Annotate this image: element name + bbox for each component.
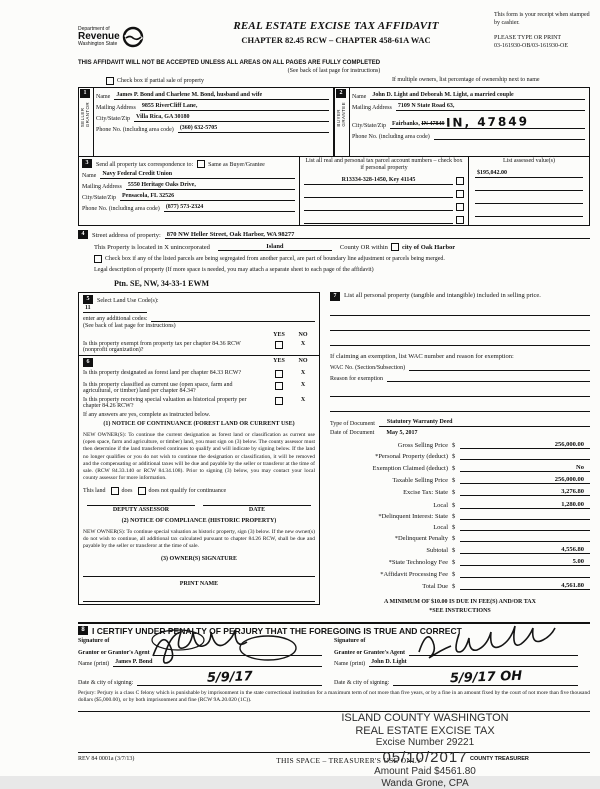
print-note: PLEASE TYPE OR PRINT [494,35,562,41]
grantor-signature-block [78,638,334,686]
currency-sign: $ [452,489,456,497]
excise-state-label: Excise Tax: State [403,489,448,497]
form-header [78,12,590,50]
currency-sign: $ [452,547,456,555]
dor-logo [78,26,178,48]
send-correspondence-label: Send all property tax correspondence to: [96,162,194,168]
buyer-phone-value [434,132,585,140]
print-name-line [83,592,315,602]
designation-section [78,356,320,605]
doc-date-value: May 5, 2017 [386,430,418,437]
minimum-fee-note: A MINIMUM OF $10.00 IS DUE IN FEE(S) AND/OR TAX [384,598,536,605]
delinq-interest-local-value [460,530,590,531]
seller-phone-value: (360) 632-5705 [178,125,329,133]
historical-yes-checkbox [275,397,283,405]
corr-address-label: Mailing Address [82,184,122,190]
grantor-signature-line [154,648,322,656]
same-as-buyer-checkbox [197,160,205,168]
section-4-number: 4 [78,230,88,239]
segregated-checkbox [94,255,102,263]
stamp-amount-paid: Amount Paid $4561.80 [374,766,476,778]
subtotal-label: Subtotal [426,547,448,555]
current-use-question: Is this property classified as current use (open space, farm and agricultural, or timber) land per chapter 84.34? [83,382,233,395]
personal-property-line-1 [330,306,590,316]
sec6-yes-header: YES [273,358,285,365]
does-not-label: does not qualify for continuance [148,488,227,495]
currency-sign: $ [452,570,456,578]
print-name-label: PRINT NAME [179,581,219,588]
completion-warning: THIS AFFIDAVIT WILL NOT BE ACCEPTED UNLESS ALL AREAS ON ALL PAGES ARE FULLY COMPLETED [78,60,381,66]
corr-address-value: 5550 Heritage Oaks Drive, [126,182,295,190]
grantor-date-value [137,670,322,686]
legal-description-value: Ptn. SE, NW, 34-33-1 EWM [114,279,210,289]
sec5-yes-header: YES [273,332,285,339]
buyer-city-value [390,114,585,129]
grantee-sig-label-2: Grantee or Grantee's Agent [334,650,406,656]
taxable-price-value: 256,000.00 [460,476,590,484]
total-due-value: 4,561.80 [460,582,590,590]
subtotal-value: 4,556.80 [460,546,590,554]
forest-no-mark: X [300,370,306,377]
current-use-no-mark: X [300,382,306,389]
grantor-name-print-label: Name (print) [78,661,110,667]
currency-sign: $ [452,512,456,520]
section-1-number: 1 [80,89,90,98]
assessed-value-4 [475,209,583,217]
gross-price-value: 256,000.00 [460,441,590,449]
grantee-name-print-label: Name (print) [334,661,366,667]
sec5-no-header: NO [298,332,308,339]
exempt-no-mark: X [300,341,306,348]
delinq-penalty-value [460,541,590,542]
taxable-price-label: Taxable Selling Price [392,477,448,485]
assessed-values-header: List assessed value(s) [503,158,555,164]
grantee-date-label: Date & city of signing: [334,680,390,686]
buyer-side-label: BUYER [336,109,341,127]
buyer-city-printed: Fairbanks, [392,121,420,127]
personal-property-line-3 [330,336,590,346]
land-use-see-back: (See back of last page for instructions) [83,323,176,330]
corr-phone-value: (877) 573-2324 [164,204,295,212]
seller-name-value: James P. Bond and Charlene M. Bond, husband and wife [114,92,329,100]
tech-fee-label: *State Technology Fee [388,559,448,567]
parcel-number-1: R13334-328-1450, Key 41145 [304,177,453,185]
parcel-number-2 [304,190,453,198]
section-3-number: 3 [82,159,92,168]
assessor-date-line: DATE [203,505,311,513]
seller-city-value: Villa Rica, GA 30180 [134,114,329,122]
street-address-value: 870 NW Heller Street, Oak Harbor, WA 98277 [165,231,590,239]
grantee-date-handwritten: 5/9/17 OH [449,668,522,687]
owners-signature-line [83,567,315,577]
buyer-address-label: Mailing Address [352,105,392,111]
receipt-note: This form is your receipt when stamped by cashier. [494,12,590,26]
treasurer-space-label: THIS SPACE – TREASURER'S USE ONLY [276,755,422,765]
current-use-yes-checkbox [275,382,283,390]
stamp-tax-title: REAL ESTATE EXCISE TAX [355,724,495,737]
currency-sign: $ [452,464,456,472]
historical-question: Is this property receiving special valuation as historical property per chapter 84.26 RCW? [83,397,247,410]
rev-number: REV 84 0001a (3/7/13) [78,755,135,762]
seller-city-label: City/State/Zip [96,116,130,122]
doc-type-value: Statutory Warranty Deed [379,419,590,427]
delinq-interest-state-label: *Delinquent Interest: State [378,512,448,520]
exemption-deduct-label: Exemption Claimed (deduct) [372,464,448,472]
seller-name-label: Name [96,94,111,100]
agency-sub: Washington State [78,41,118,48]
deputy-assessor-line: DEPUTY ASSESSOR [87,505,195,513]
buyer-zip-handwritten: IN, 47849 [445,114,530,130]
additional-codes-value [151,314,315,322]
legal-description-label: Legal description of property (If more space is needed, you may attach a separate sheet to each page of the affidavit) [94,267,374,274]
any-yes-note: If any answers are yes, complete as instructed below. [83,412,211,419]
section-5-number: 5 [83,295,93,304]
seller-block [78,87,334,157]
continuance-title: (1) NOTICE OF CONTINUANCE (FOREST LAND OR CURRENT USE) [103,421,295,428]
currency-sign: $ [452,441,456,449]
grantee-name-print-value: John D. Light [369,659,578,667]
grantee-signature-line [409,648,578,656]
currency-sign: $ [452,535,456,543]
street-address-label: Street address of property: [92,232,161,240]
does-checkbox [111,487,119,495]
processing-fee-value [460,577,590,578]
currency-sign: $ [452,559,456,567]
forest-yes-checkbox [275,370,283,378]
stamp-county: ISLAND COUNTY WASHINGTON [341,712,509,724]
parcel-numbers-header: List all real and personal tax parcel account numbers – check box if personal property [305,158,463,172]
form-title: REAL ESTATE EXCISE TAX AFFIDAVIT [233,20,439,32]
section-7-number: 7 [330,292,340,301]
seller-address-value: 9855 RiverCliff Lane, [140,103,329,111]
money-table [330,441,590,590]
perjury-statement: Perjury: Perjury is a class C felony which is punishable by imprisonment in the state correctional institution for a maximum term of not more than five years, or by a fine in an amount fixed by the court of not more than five thousand dollars ($5,000.00), or by both imprisonment and fine (RCW 9A.20.020 (1C)). [78,690,590,712]
grantor-sig-label-1: Signature of [78,637,110,644]
land-use-section [78,292,320,356]
excise-state-value: 3,276.80 [460,488,590,496]
seller-address-label: Mailing Address [96,105,136,111]
qualify-pre-label: This land [83,488,106,495]
wac-label: WAC No. (Section/Subsection) [330,365,406,372]
personal-property-checkbox-2 [456,190,464,198]
does-not-checkbox [138,487,146,495]
land-use-code-value: 11 [83,305,147,313]
excise-local-label: Local [433,501,448,509]
form-number: 03-161930-OB/03-161930-OE [494,42,568,49]
buyer-phone-label: Phone No. (including area code) [352,134,430,140]
reason-line-2 [330,387,590,397]
grantee-side-label: GRANTEE [341,102,346,127]
revenue-logo-icon [122,26,144,48]
parcel-number-3 [304,203,453,211]
form-subtitle: CHAPTER 82.45 RCW – CHAPTER 458-61A WAC [241,35,431,45]
corr-city-label: City/State/Zip [82,195,116,201]
assessed-value-3 [475,196,583,204]
currency-sign: $ [452,452,456,460]
buyer-name-label: Name [352,94,367,100]
tech-fee-value: 5.00 [460,558,590,566]
county-or-label: County OR within [339,244,388,252]
city-of-label: city of Oak Harbor [401,244,456,252]
county-treasurer-label: COUNTY TREASURER [470,755,529,762]
grantee-date-value [393,670,578,686]
parcel-number-4 [304,216,453,224]
personal-property-checkbox-1 [456,177,464,185]
grantor-side-label: GRANTOR [85,102,90,128]
currency-sign: $ [452,523,456,531]
grantor-sig-label-2: Grantor or Grantor's Agent [78,650,150,656]
section-6-number: 6 [83,358,93,367]
does-label: does [121,488,133,495]
delinq-interest-state-value [460,519,590,520]
personal-deduct-label: *Personal Property (deduct) [375,452,448,460]
corr-name-label: Name [82,173,97,179]
doc-type-label: Type of Document [330,421,375,428]
owners-signature-label: (3) OWNER(S) SIGNATURE [161,556,237,563]
assessed-value-2 [475,183,583,191]
section-8-number: 8 [78,626,88,635]
personal-property-checkbox-3 [456,203,464,211]
reason-line-3 [330,402,590,412]
see-instructions-note: *SEE INSTRUCTIONS [429,607,491,614]
corr-name-value: Navy Federal Credit Union [100,171,295,179]
processing-fee-label: *Affidavit Processing Fee [380,570,448,578]
sec6-no-header: NO [298,358,308,365]
personal-deduct-value [460,459,590,460]
see-back-note: (See back of last page for instructions) [287,68,381,74]
continuance-body: NEW OWNER(S): To continue the current designation as forest land or classification as current use (open space, farm and agriculture, or timber) land, you must sign on (3) below. The county assessor must then determine if the land transferred continues to qualify and will indicate by signing below. If the land no longer qualifies or you do not wish to continue the designation or classification, it will be removed and the compensating or additional taxes will be due and payable by the seller or transferor at the time of sale. (RCW 84.33.140 or RCW 84.34.108). Prior to signing (3) below, you may contact your local county assessor for more information. [83,432,315,482]
buyer-name-value: John D. Light and Deborah M. Light, a married couple [370,92,585,100]
exempt-question: Is this property exempt from property tax per chapter 84.36 RCW (nonprofit organization)? [83,341,241,354]
wac-value [409,363,590,371]
compliance-body: NEW OWNER(S): To continue special valuation as historic property, sign (3) below. If the new owner(s) do not wish to continue, all additional tax calculated pursuant to chapter 84.26 RCW, shall be due and payable by the seller or transferor at the time of sale. [83,528,315,550]
total-due-label: Total Due [422,582,448,590]
segregated-label: Check box if any of the listed parcels are being segregated from another parcel, are part of boundary line adjustment or parcels being merged. [105,256,445,263]
section-2-number: 2 [336,89,346,98]
doc-date-label: Date of Document [330,430,375,437]
certify-statement: I CERTIFY UNDER PENALTY OF PERJURY THAT THE FOREGOING IS TRUE AND CORRECT [92,625,462,636]
corr-city-value: Pensacola, FL 32526 [120,193,295,201]
currency-sign: $ [452,582,456,590]
parties-section [78,87,590,157]
stamp-excise-number: Excise Number 29221 [375,737,475,749]
buyer-zip-struck: IN 47849 [421,121,445,127]
forest-land-question: Is this property designated as forest land per chapter 84.33 RCW? [83,370,242,377]
seller-phone-label: Phone No. (including area code) [96,127,174,133]
exemption-note: If claiming an exemption, list WAC number and reason for exemption: [330,353,514,361]
excise-local-value: 1,280.00 [460,501,590,509]
grantor-name-print-value: James P. Bond [113,659,322,667]
buyer-city-label: City/State/Zip [352,123,386,129]
delinq-penalty-label: *Delinquent Penalty [394,535,448,543]
personal-property-label: List all personal property (tangible and intangible) included in selling price. [344,292,541,300]
exempt-yes-checkbox [275,341,283,349]
exemption-deduct-value: No [460,464,590,472]
assessed-value-1: $195,042.00 [475,170,583,178]
county-value: Island [218,243,332,251]
stamp-date: 05/10/2017 [382,748,468,766]
reason-label: Reason for exemption [330,376,383,383]
grantee-sig-label-1: Signature of [334,637,366,644]
tax-correspondence-section [78,157,590,226]
agency-small-label: Department of [78,25,110,32]
multiple-owners-note: If multiple owners, list percentage of ownership next to name [391,77,540,83]
same-as-buyer-label: Same as Buyer/Grantee [208,162,265,168]
personal-property-line-2 [330,321,590,331]
land-use-label: Select Land Use Code(s): [97,298,159,305]
located-in-label: This Property is located in X unincorporated [94,244,210,252]
buyer-block [334,87,590,157]
grantee-signature-block [334,638,590,686]
stamp-cashier-name: Wanda Grone, CPA [381,777,469,789]
delinq-interest-local-label: Local [433,523,448,531]
grantor-date-label: Date & city of signing: [78,680,134,686]
currency-sign: $ [452,501,456,509]
partial-sale-checkbox [106,77,114,85]
seller-side-label: SELLER [80,107,85,128]
gross-price-label: Gross Selling Price [397,441,448,449]
agency-name: Revenue [78,30,120,42]
historical-no-mark: X [300,397,306,404]
personal-property-checkbox-4 [456,216,464,224]
additional-codes-label: enter any additional codes: [83,316,148,323]
currency-sign: $ [452,477,456,485]
city-checkbox [391,243,399,251]
treasurer-stamp [290,712,560,789]
reason-value [387,374,590,382]
corr-phone-label: Phone No. (including area code) [82,206,160,212]
compliance-title: (2) NOTICE OF COMPLIANCE (HISTORIC PROPERTY) [121,518,277,525]
buyer-address-value: 7109 N State Road 63, [396,103,585,111]
partial-sale-label: Check box if partial sale of property [117,78,204,84]
grantor-date-handwritten: 5/9/17 [206,669,253,686]
